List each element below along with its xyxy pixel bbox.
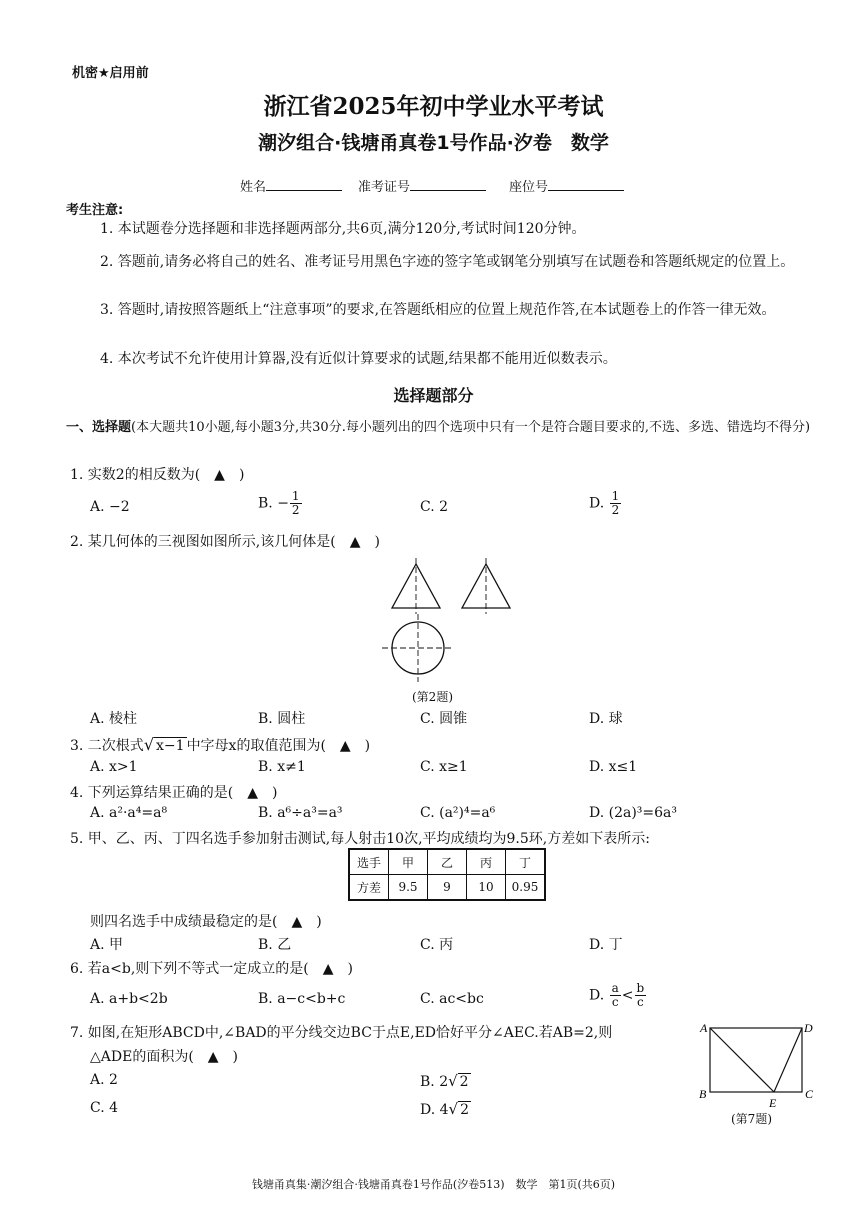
label-c: C (805, 1087, 814, 1101)
q7-line1: 7. 如图,在矩形ABCD中,∠BAD的平分线交边BC于点E,ED恰好平分∠AEC.若AB=2,则 (70, 1025, 613, 1041)
notice-item-1: 1. 本试题卷分选择题和非选择题两部分,共6页,满分120分,考试时间120分钟。 (100, 221, 586, 237)
seat-blank[interactable] (548, 176, 624, 191)
table-cell: 甲 (389, 849, 428, 875)
exam-subtitle: 潮汐组合·钱塘甬真卷1号作品·汐卷 数学 (258, 132, 609, 154)
exam-number-blank[interactable] (410, 176, 486, 191)
q4-option-c[interactable]: C. (a²)⁴=a⁶ (420, 805, 496, 821)
table-cell: 丁 (506, 849, 546, 875)
label-d: D (804, 1021, 813, 1035)
part1-instructions (66, 418, 814, 438)
q2-option-b[interactable]: B. 圆柱 (258, 711, 306, 727)
q4-option-b[interactable]: B. a⁶÷a³=a³ (258, 805, 343, 821)
name-blank[interactable] (266, 176, 342, 191)
q4-stem: 4. 下列运算结果正确的是( ▲ ) (70, 785, 278, 801)
q7-option-d[interactable]: D. 4√ 2 (420, 1100, 470, 1118)
table-cell: 方差 (349, 875, 389, 901)
table-cell: 10 (467, 875, 506, 901)
label-a: A (700, 1021, 708, 1035)
q3-stem: 3. 二次根式√ x−1 中字母x的取值范围为( ▲ ) (70, 735, 371, 754)
q3-option-c[interactable]: C. x≥1 (420, 759, 468, 775)
exam-number-label: 准考证号 (358, 180, 411, 195)
variance-table (348, 848, 546, 901)
q2-option-a[interactable]: A. 棱柱 (90, 711, 138, 727)
q3-radicand: x−1 (156, 738, 185, 754)
q5-stem: 5. 甲、乙、丙、丁四名选手参加射击测试,每人射击10次,平均成绩均为9.5环,方差如下表所示: (70, 831, 650, 847)
table-row (349, 875, 545, 901)
confidential-mark: 机密★启用前 (72, 66, 149, 81)
q1-option-c[interactable]: C. 2 (420, 499, 449, 515)
table-cell: 9.5 (389, 875, 428, 901)
q5-option-d[interactable]: D. 丁 (589, 937, 623, 953)
q1-stem: 1. 实数2的相反数为( ▲ ) (70, 467, 245, 483)
part1-desc: (本大题共10小题,每小题3分,共30分.每小题列出的四个选项中只有一个是符合题目要求的,不选、多选、错选均不得分) (131, 420, 811, 435)
segment-ae (710, 1028, 774, 1092)
table-row (349, 849, 545, 875)
q7-line2: △ADE的面积为( ▲ ) (90, 1049, 239, 1065)
label-e: E (769, 1096, 777, 1110)
q4-option-d[interactable]: D. (2a)³=6a³ (589, 805, 678, 821)
q2-caption: (第2题) (412, 690, 453, 704)
q4-option-a[interactable]: A. a²·a⁴=a⁸ (90, 805, 168, 821)
q3-option-b[interactable]: B. x≠1 (258, 759, 306, 775)
q6-option-d[interactable]: D. $\frac{a}{c}$ < $\frac{b}{c}$ (589, 981, 645, 1009)
table-cell: 丙 (467, 849, 506, 875)
q1-option-d[interactable]: D. $\frac{1}{2}$ (589, 489, 620, 517)
table-cell: 乙 (428, 849, 467, 875)
q6-option-b[interactable]: B. a−c<b+c (258, 991, 346, 1007)
seat-label: 座位号 (509, 180, 549, 195)
q2-stem: 2. 某几何体的三视图如图所示,该几何体是( ▲ ) (70, 534, 380, 550)
notice-item-2: 2. 答题前,请务必将自己的姓名、准考证号用黑色字迹的签字笔或钢笔分别填写在试题卷和答题纸规定的位置上。 (100, 254, 795, 270)
name-field[interactable] (240, 176, 342, 195)
part1-label: 一、选择题 (66, 420, 132, 435)
q3-option-d[interactable]: D. x≤1 (589, 759, 638, 775)
table-cell: 0.95 (506, 875, 546, 901)
table-cell: 9 (428, 875, 467, 901)
notice-item-4: 4. 本次考试不允许使用计算器,没有近似计算要求的试题,结果都不能用近似数表示。 (100, 351, 617, 367)
notice-title: 考生注意: (66, 203, 124, 218)
page-footer: 钱塘甬真集·潮汐组合·钱塘甬真卷1号作品(汐卷513) 数学 第1页(共6页) (251, 1178, 616, 1191)
q6-option-c[interactable]: C. ac<bc (420, 991, 484, 1007)
name-label: 姓名 (240, 180, 267, 195)
q2-option-d[interactable]: D. 球 (589, 711, 623, 727)
q5-option-b[interactable]: B. 乙 (258, 937, 292, 953)
notice-item-3: 3. 答题时,请按照答题纸上“注意事项”的要求,在答题纸相应的位置上规范作答,在本试题卷上的作答一律无效。 (100, 302, 776, 318)
section-title: 选择题部分 (393, 386, 474, 405)
exam-title: 浙江省2025年初中学业水平考试 (263, 93, 604, 120)
q6-stem: 6. 若a<b,则下列不等式一定成立的是( ▲ ) (70, 961, 353, 977)
exam-number-field[interactable] (358, 176, 486, 195)
table-cell: 选手 (349, 849, 389, 875)
label-b: B (699, 1087, 707, 1101)
segment-ed (774, 1028, 802, 1092)
seat-field[interactable] (509, 176, 624, 195)
q7-option-a[interactable]: A. 2 (90, 1072, 118, 1088)
q7-option-b[interactable]: B. 2√ 2 (420, 1072, 469, 1090)
three-view-figure (378, 556, 518, 688)
q3-option-a[interactable]: A. x>1 (90, 759, 138, 775)
q7-option-c[interactable]: C. 4 (90, 1100, 119, 1116)
q1-option-b[interactable]: B. − $\frac{1}{2}$ (258, 489, 300, 517)
q5-question: 则四名选手中成绩最稳定的是( ▲ ) (90, 914, 322, 930)
q7-caption: (第7题) (731, 1112, 772, 1126)
rectangle-figure (696, 1018, 820, 1112)
q1-option-a[interactable]: A. −2 (90, 499, 130, 515)
q5-option-c[interactable]: C. 丙 (420, 937, 454, 953)
q2-option-c[interactable]: C. 圆锥 (420, 711, 468, 727)
q6-option-a[interactable]: A. a+b<2b (90, 991, 168, 1007)
q5-option-a[interactable]: A. 甲 (90, 937, 124, 953)
